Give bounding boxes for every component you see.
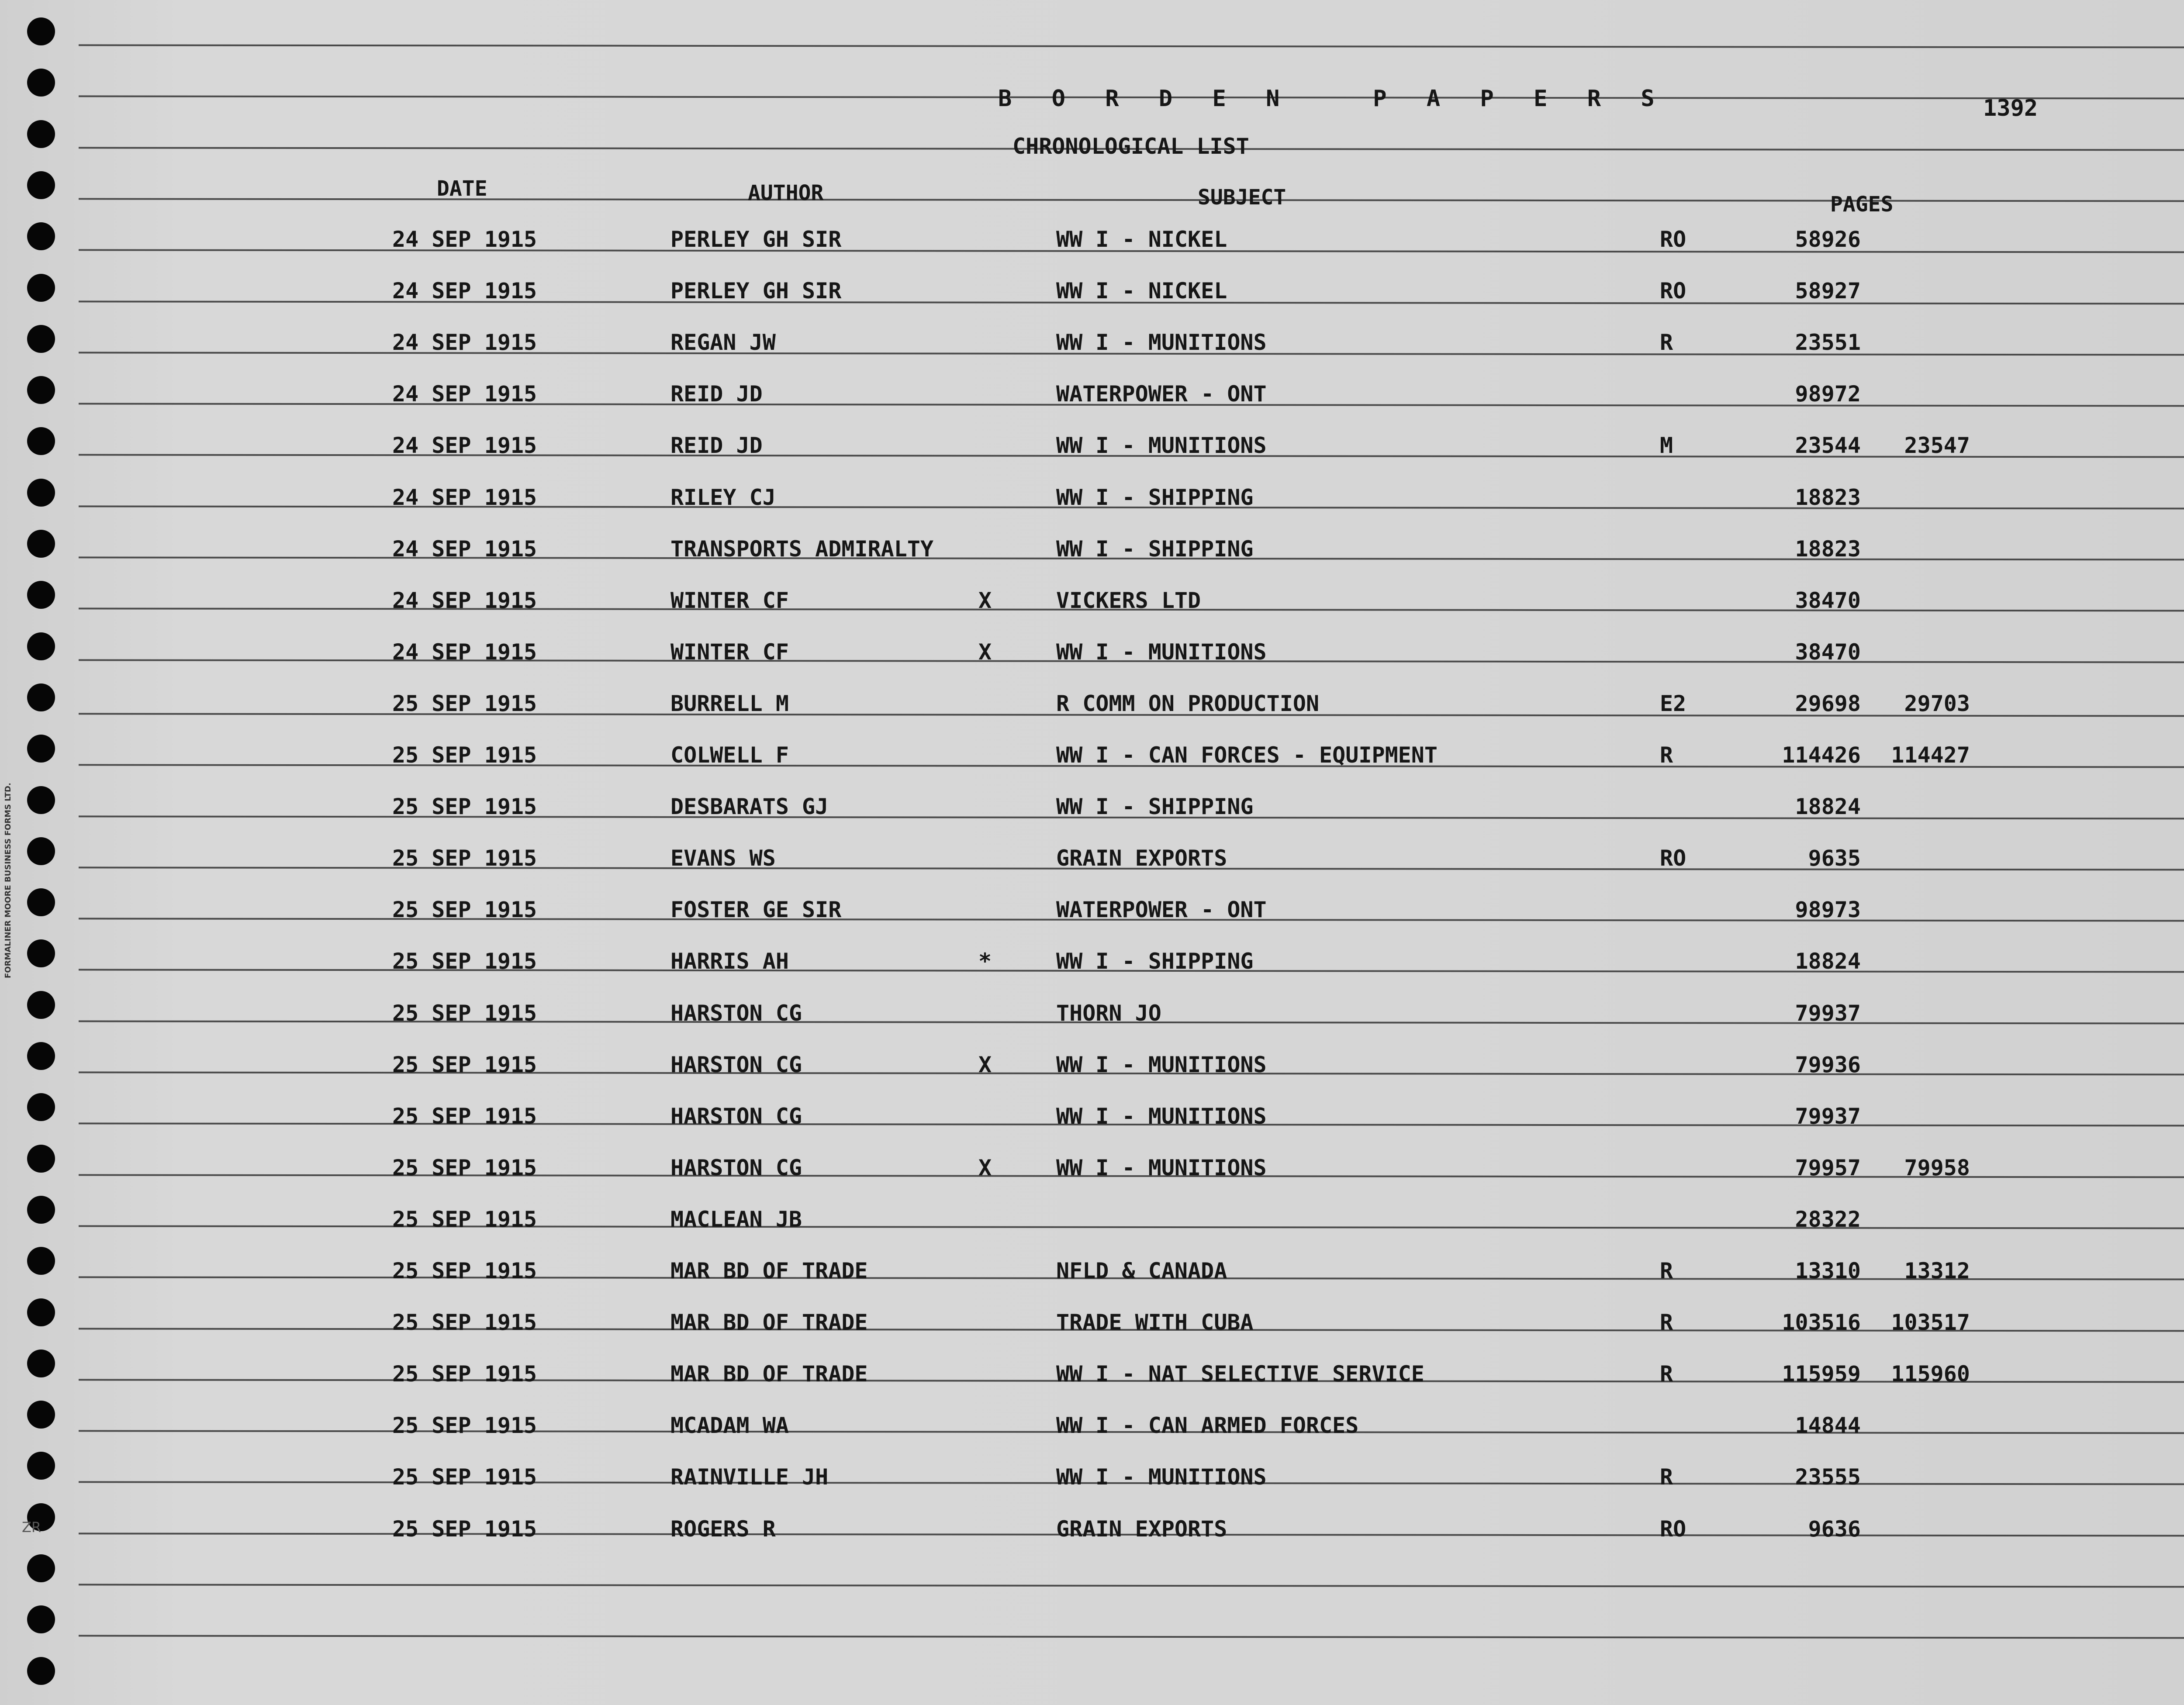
author-cell: HARSTON CG (670, 1155, 802, 1180)
page-from-cell: 58927 (1795, 278, 1861, 304)
page-from-cell: 18824 (1795, 794, 1861, 819)
table-row (0, 794, 2184, 820)
table-row (0, 1464, 2184, 1490)
subject-cell: WW I - SHIPPING (1056, 949, 1254, 974)
page-number: 1392 (1983, 95, 2038, 121)
author-cell: EVANS WS (670, 846, 776, 871)
author-cell: PERLEY GH SIR (670, 227, 842, 252)
page-to-cell: 114427 (1891, 742, 1970, 768)
date-cell: 25 SEP 1915 (392, 742, 537, 768)
mark-cell: X (978, 588, 992, 613)
page-to-cell: 103517 (1891, 1310, 1970, 1335)
subject-cell: WW I - NICKEL (1056, 278, 1227, 304)
subject-cell: WW I - CAN FORCES - EQUIPMENT (1056, 742, 1438, 768)
date-cell: 24 SEP 1915 (392, 639, 537, 665)
form-maker-imprint: FORMALINER MOORE BUSINESS FORMS LTD. (3, 783, 13, 978)
table-row (0, 1155, 2184, 1181)
page-to-cell: 79958 (1904, 1155, 1970, 1180)
author-cell: HARSTON CG (670, 1001, 802, 1026)
date-cell: 24 SEP 1915 (392, 485, 537, 510)
table-row (0, 432, 2184, 459)
page-from-cell: 79937 (1795, 1001, 1861, 1026)
author-cell: PERLEY GH SIR (670, 278, 842, 304)
date-cell: 24 SEP 1915 (392, 381, 537, 407)
table-row (0, 329, 2184, 355)
page-from-cell: 115959 (1782, 1361, 1861, 1387)
table-row (0, 1258, 2184, 1284)
table-row (0, 1206, 2184, 1232)
author-cell: COLWELL F (670, 742, 789, 768)
author-cell: TRANSPORTS ADMIRALTY (670, 536, 934, 562)
table-row (0, 278, 2184, 304)
page-to-cell: 13312 (1904, 1258, 1970, 1284)
date-cell: 25 SEP 1915 (392, 1155, 537, 1180)
table-row (0, 536, 2184, 562)
table-row (0, 226, 2184, 252)
page-from-cell: 9636 (1808, 1516, 1861, 1542)
code-cell: M (1660, 433, 1673, 458)
author-cell: FOSTER GE SIR (670, 897, 842, 922)
page-to-cell: 115960 (1891, 1361, 1970, 1387)
page-from-cell: 79937 (1795, 1104, 1861, 1129)
feed-hole (27, 171, 55, 199)
mark-cell: X (978, 1155, 992, 1180)
subject-cell: WW I - SHIPPING (1056, 794, 1254, 819)
author-cell: REGAN JW (670, 330, 776, 355)
subject-cell: WW I - MUNITIONS (1056, 1104, 1267, 1129)
code-cell: E2 (1660, 691, 1686, 716)
subject-cell: WW I - MUNITIONS (1056, 433, 1267, 458)
table-row (0, 1000, 2184, 1026)
table-row (0, 1103, 2184, 1129)
table-row (0, 587, 2184, 614)
subject-cell: GRAIN EXPORTS (1056, 846, 1227, 871)
author-cell: RAINVILLE JH (670, 1464, 829, 1490)
page-from-cell: 38470 (1795, 639, 1861, 665)
column-header-pages: PAGES (1830, 192, 1894, 217)
subject-cell: WW I - MUNITIONS (1056, 330, 1267, 355)
document-title: B O R D E N P A P E R S (998, 86, 1668, 112)
code-cell: R (1660, 1258, 1673, 1284)
page-from-cell: 23551 (1795, 330, 1861, 355)
date-cell: 25 SEP 1915 (392, 897, 537, 922)
code-cell: R (1660, 1464, 1673, 1490)
date-cell: 25 SEP 1915 (392, 949, 537, 974)
page-from-cell: 23544 (1795, 433, 1861, 458)
page-from-cell: 18823 (1795, 485, 1861, 510)
feed-hole (27, 1605, 55, 1633)
page-from-cell: 29698 (1795, 691, 1861, 716)
page-from-cell: 79936 (1795, 1052, 1861, 1077)
subject-cell: WW I - NICKEL (1056, 227, 1227, 252)
page-from-cell: 98973 (1795, 897, 1861, 922)
date-cell: 25 SEP 1915 (392, 846, 537, 871)
date-cell: 24 SEP 1915 (392, 227, 537, 252)
author-cell: BURRELL M (670, 691, 789, 716)
author-cell: HARSTON CG (670, 1052, 802, 1077)
author-cell: MAR BD OF TRADE (670, 1310, 868, 1335)
author-cell: DESBARATS GJ (670, 794, 829, 819)
table-row (0, 1361, 2184, 1387)
code-cell: RO (1660, 278, 1686, 304)
subject-cell: WW I - SHIPPING (1056, 485, 1254, 510)
column-header-date: DATE (437, 176, 487, 201)
author-cell: HARRIS AH (670, 949, 789, 974)
subject-cell: THORN JO (1056, 1001, 1161, 1026)
page-from-cell: 18823 (1795, 536, 1861, 562)
page-to-cell: 29703 (1904, 691, 1970, 716)
page-from-cell: 14844 (1795, 1413, 1861, 1438)
feed-hole (27, 17, 55, 45)
feed-hole (27, 69, 55, 97)
code-cell: R (1660, 1310, 1673, 1335)
table-row (0, 381, 2184, 407)
page-from-cell: 13310 (1795, 1258, 1861, 1284)
date-cell: 25 SEP 1915 (392, 1516, 537, 1542)
page-from-cell: 79957 (1795, 1155, 1861, 1180)
page-from-cell: 114426 (1782, 742, 1861, 768)
page-from-cell: 98972 (1795, 381, 1861, 407)
author-cell: MAR BD OF TRADE (670, 1258, 868, 1284)
table-row (0, 484, 2184, 511)
subject-cell: WW I - NAT SELECTIVE SERVICE (1056, 1361, 1424, 1387)
date-cell: 24 SEP 1915 (392, 330, 537, 355)
page-from-cell: 38470 (1795, 588, 1861, 613)
date-cell: 25 SEP 1915 (392, 794, 537, 819)
subject-cell: WW I - SHIPPING (1056, 536, 1254, 562)
table-row (0, 845, 2184, 871)
code-cell: RO (1660, 846, 1686, 871)
feed-hole (27, 1657, 55, 1685)
corner-mark: ZR (22, 1519, 41, 1536)
code-cell: R (1660, 1361, 1673, 1387)
table-row (0, 1516, 2184, 1542)
table-row (0, 948, 2184, 974)
author-cell: RILEY CJ (670, 485, 776, 510)
page-from-cell: 103516 (1782, 1310, 1861, 1335)
date-cell: 25 SEP 1915 (392, 1464, 537, 1490)
column-header-author: AUTHOR (748, 181, 824, 205)
author-cell: ROGERS R (670, 1516, 776, 1542)
code-cell: R (1660, 742, 1673, 768)
date-cell: 25 SEP 1915 (392, 1001, 537, 1026)
subject-cell: R COMM ON PRODUCTION (1056, 691, 1320, 716)
date-cell: 25 SEP 1915 (392, 1413, 537, 1438)
table-row (0, 897, 2184, 923)
date-cell: 24 SEP 1915 (392, 433, 537, 458)
mark-cell: X (978, 639, 992, 665)
subject-cell: GRAIN EXPORTS (1056, 1516, 1227, 1542)
subject-cell: WW I - CAN ARMED FORCES (1056, 1413, 1359, 1438)
date-cell: 25 SEP 1915 (392, 1310, 537, 1335)
author-cell: MAR BD OF TRADE (670, 1361, 868, 1387)
date-cell: 25 SEP 1915 (392, 1258, 537, 1284)
author-cell: HARSTON CG (670, 1104, 802, 1129)
author-cell: MACLEAN JB (670, 1207, 802, 1232)
author-cell: MCADAM WA (670, 1413, 789, 1438)
subject-cell: VICKERS LTD (1056, 588, 1201, 613)
subject-cell: WATERPOWER - ONT (1056, 897, 1267, 922)
date-cell: 24 SEP 1915 (392, 588, 537, 613)
table-row (0, 639, 2184, 665)
subject-cell: NFLD & CANADA (1056, 1258, 1227, 1284)
date-cell: 24 SEP 1915 (392, 536, 537, 562)
page-from-cell: 18824 (1795, 949, 1861, 974)
subject-cell: WW I - MUNITIONS (1056, 1464, 1267, 1490)
feed-hole (27, 120, 55, 148)
subject-cell: WW I - MUNITIONS (1056, 1155, 1267, 1180)
code-cell: R (1660, 330, 1673, 355)
mark-cell: X (978, 1052, 992, 1077)
date-cell: 25 SEP 1915 (392, 1104, 537, 1129)
date-cell: 25 SEP 1915 (392, 1052, 537, 1077)
code-cell: RO (1660, 1516, 1686, 1542)
table-row (0, 742, 2184, 768)
page-from-cell: 28322 (1795, 1207, 1861, 1232)
mark-cell: * (978, 949, 992, 974)
date-cell: 25 SEP 1915 (392, 691, 537, 716)
author-cell: REID JD (670, 433, 763, 458)
subject-cell: WW I - MUNITIONS (1056, 639, 1267, 665)
code-cell: RO (1660, 227, 1686, 252)
subject-cell: WW I - MUNITIONS (1056, 1052, 1267, 1077)
page-from-cell: 9635 (1808, 846, 1861, 871)
column-header-subject: SUBJECT (1198, 185, 1286, 210)
page-from-cell: 58926 (1795, 227, 1861, 252)
author-cell: WINTER CF (670, 588, 789, 613)
table-row (0, 1309, 2184, 1336)
feed-hole (27, 1554, 55, 1582)
list-title: CHRONOLOGICAL LIST (1013, 134, 1249, 159)
table-row (0, 690, 2184, 717)
subject-cell: TRADE WITH CUBA (1056, 1310, 1254, 1335)
page-from-cell: 23555 (1795, 1464, 1861, 1490)
date-cell: 24 SEP 1915 (392, 278, 537, 304)
subject-cell: WATERPOWER - ONT (1056, 381, 1267, 407)
page-to-cell: 23547 (1904, 433, 1970, 458)
author-cell: REID JD (670, 381, 763, 407)
author-cell: WINTER CF (670, 639, 789, 665)
table-row (0, 1052, 2184, 1078)
table-row (0, 1412, 2184, 1439)
date-cell: 25 SEP 1915 (392, 1361, 537, 1387)
date-cell: 25 SEP 1915 (392, 1207, 537, 1232)
